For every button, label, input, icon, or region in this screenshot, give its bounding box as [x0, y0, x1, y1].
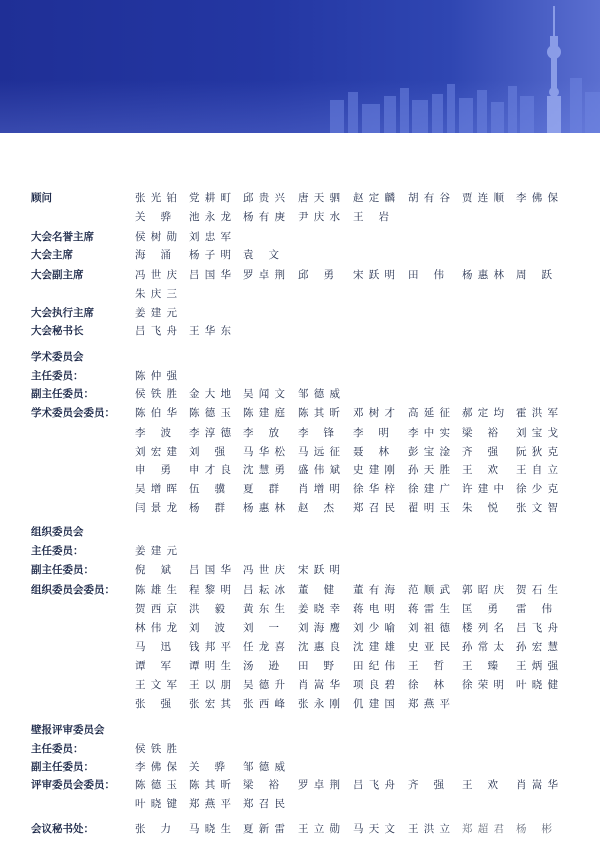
member-name: 郑召民 — [243, 798, 285, 810]
member-name: 贺石生 — [516, 584, 558, 596]
committee-row — [0, 461, 600, 479]
member-name: 关 骅 — [189, 761, 225, 773]
committee-row — [0, 246, 600, 264]
member-name: 王 岩 — [353, 211, 389, 223]
member-name: 申 勇 — [135, 464, 171, 476]
member-name: 齐 强 — [408, 779, 444, 791]
member-name: 许建中 — [462, 483, 504, 495]
committee-row — [0, 820, 600, 838]
member-name: 申才良 — [189, 464, 231, 476]
member-name: 胡有谷 — [408, 192, 450, 204]
member-name: 董 健 — [298, 584, 334, 596]
member-name: 吕飞舟 — [353, 779, 395, 791]
committee-row — [0, 443, 600, 461]
committee-row — [0, 322, 600, 340]
member-name: 范顺武 — [408, 584, 450, 596]
committee-row — [0, 600, 600, 618]
member-name: 冯世庆 — [243, 564, 285, 576]
member-name: 孙天胜 — [408, 464, 450, 476]
member-name: 沈建雄 — [353, 641, 395, 653]
member-name: 黄东生 — [243, 603, 285, 615]
member-name: 郑燕平 — [189, 798, 231, 810]
member-name: 邹德威 — [243, 761, 285, 773]
member-name: 彭宝淦 — [408, 446, 450, 458]
member-name: 陈仲强 — [135, 370, 177, 382]
member-name: 王 欢 — [462, 779, 498, 791]
committee-row — [0, 758, 600, 776]
committee-row — [0, 581, 600, 599]
member-name: 徐华梓 — [353, 483, 395, 495]
member-name: 刘宏建 — [135, 446, 177, 458]
member-name: 姜晓幸 — [298, 603, 340, 615]
member-name: 陈德玉 — [135, 779, 177, 791]
member-name: 刘宝戈 — [516, 427, 558, 439]
member-name: 阮狄克 — [516, 446, 558, 458]
member-name: 蒋雷生 — [408, 603, 450, 615]
member-name: 刘祖德 — [408, 622, 450, 634]
member-name: 陈雄生 — [135, 584, 177, 596]
committee-row — [0, 795, 600, 813]
role-label: 主任委员： — [31, 370, 84, 382]
member-name: 王立勋 — [298, 823, 340, 835]
committee-row — [0, 542, 600, 560]
role-label: 组织委员会委员： — [31, 584, 115, 596]
member-name: 杨惠林 — [243, 502, 285, 514]
member-name: 楼列名 — [462, 622, 504, 634]
member-name: 李 波 — [135, 427, 171, 439]
member-name: 郑召民 — [353, 502, 395, 514]
member-name: 赵定麟 — [353, 192, 395, 204]
member-name: 邱 勇 — [298, 269, 334, 281]
member-name: 翟明玉 — [408, 502, 450, 514]
committee-row — [0, 367, 600, 385]
member-name: 沈惠良 — [298, 641, 340, 653]
member-name: 罗卓荆 — [243, 269, 285, 281]
member-name: 刘忠军 — [189, 231, 231, 243]
member-name: 夏新雷 — [243, 823, 285, 835]
member-name: 沈慧勇 — [243, 464, 285, 476]
committee-row — [0, 189, 600, 207]
member-name: 王文军 — [135, 679, 177, 691]
member-name: 邹德威 — [298, 388, 340, 400]
member-name: 叶晓健 — [516, 679, 558, 691]
member-name: 伍 骥 — [189, 483, 225, 495]
member-name: 贾连顺 — [462, 192, 504, 204]
member-name: 冯世庆 — [135, 269, 177, 281]
role-label: 学术委员会委员： — [31, 407, 115, 419]
member-name: 关 骅 — [135, 211, 171, 223]
member-name: 刘 一 — [243, 622, 279, 634]
role-label: 副主任委员： — [31, 564, 94, 576]
member-name: 闫景龙 — [135, 502, 177, 514]
committee-row — [0, 424, 600, 442]
member-name: 朱 悦 — [462, 502, 498, 514]
member-name: 吕耘冰 — [243, 584, 285, 596]
member-name: 王 臻 — [462, 660, 498, 672]
member-name: 陈其昕 — [189, 779, 231, 791]
member-name: 池永龙 — [189, 211, 231, 223]
member-name: 宋跃明 — [298, 564, 340, 576]
member-name: 唐天驷 — [298, 192, 340, 204]
member-name: 谭明生 — [189, 660, 231, 672]
member-name: 杨 彬 — [516, 823, 552, 835]
role-label: 主任委员： — [31, 743, 84, 755]
role-label: 壁报评审委员会 — [31, 724, 105, 736]
member-name: 吴增晖 — [135, 483, 177, 495]
member-name: 田纪伟 — [353, 660, 395, 672]
member-name: 金大地 — [189, 388, 231, 400]
member-name: 李 明 — [353, 427, 389, 439]
member-name: 李中实 — [408, 427, 450, 439]
role-label: 评审委员会委员： — [31, 779, 115, 791]
member-name: 徐少克 — [516, 483, 558, 495]
member-name: 王自立 — [516, 464, 558, 476]
member-name: 朱庆三 — [135, 288, 177, 300]
member-name: 王炳强 — [516, 660, 558, 672]
role-label: 组织委员会 — [31, 526, 84, 538]
member-name: 侯铁胜 — [135, 743, 177, 755]
member-name: 项良碧 — [353, 679, 395, 691]
committee-row — [0, 404, 600, 422]
member-name: 张 强 — [135, 698, 171, 710]
member-name: 张文智 — [516, 502, 558, 514]
member-name: 梁 裕 — [462, 427, 498, 439]
member-name: 雷 伟 — [516, 603, 552, 615]
member-name: 邓树才 — [353, 407, 395, 419]
member-name: 陈建庭 — [243, 407, 285, 419]
member-name: 徐建广 — [408, 483, 450, 495]
member-name: 邱贵兴 — [243, 192, 285, 204]
committee-row — [0, 561, 600, 579]
member-name: 刘海鹰 — [298, 622, 340, 634]
member-name: 肖增明 — [298, 483, 340, 495]
member-name: 陈其昕 — [298, 407, 340, 419]
role-label: 副主任委员： — [31, 388, 94, 400]
member-name: 史建刚 — [353, 464, 395, 476]
member-name: 肖嵩华 — [516, 779, 558, 791]
member-name: 盛伟斌 — [298, 464, 340, 476]
committee-row — [0, 776, 600, 794]
member-name: 吴闻文 — [243, 388, 285, 400]
member-name: 王洪立 — [408, 823, 450, 835]
committee-row — [0, 385, 600, 403]
member-name: 王 欢 — [462, 464, 498, 476]
member-name: 吕飞舟 — [516, 622, 558, 634]
role-label: 顾问 — [31, 192, 52, 204]
role-label: 大会执行主席 — [31, 307, 94, 319]
member-name: 周 跃 — [516, 269, 552, 281]
member-name: 谭 军 — [135, 660, 171, 672]
member-name: 梁 裕 — [243, 779, 279, 791]
member-name: 聂 林 — [353, 446, 389, 458]
member-name: 徐 林 — [408, 679, 444, 691]
committee-row — [0, 638, 600, 656]
member-name: 孙常太 — [462, 641, 504, 653]
member-name: 郑燕平 — [408, 698, 450, 710]
member-name: 袁 文 — [243, 249, 279, 261]
member-name: 田 伟 — [408, 269, 444, 281]
member-name: 程黎明 — [189, 584, 231, 596]
committee-row — [0, 619, 600, 637]
member-name: 郝定均 — [462, 407, 504, 419]
committee-row — [0, 304, 600, 322]
member-name: 赵 杰 — [298, 502, 334, 514]
committee-row — [0, 499, 600, 517]
member-name: 王华东 — [189, 325, 231, 337]
member-name: 张 力 — [135, 823, 171, 835]
member-name: 张光铂 — [135, 192, 177, 204]
member-name: 田 野 — [298, 660, 334, 672]
member-name: 孙宏慧 — [516, 641, 558, 653]
member-name: 徐荣明 — [462, 679, 504, 691]
member-name: 杨子明 — [189, 249, 231, 261]
member-name: 霍洪军 — [516, 407, 558, 419]
member-name: 马远征 — [298, 446, 340, 458]
member-name: 陈伯华 — [135, 407, 177, 419]
member-name: 侯树勋 — [135, 231, 177, 243]
member-name: 吴德升 — [243, 679, 285, 691]
member-name: 肖嵩华 — [298, 679, 340, 691]
member-name: 张宏其 — [189, 698, 231, 710]
member-name: 高延征 — [408, 407, 450, 419]
committee-row — [0, 695, 600, 713]
member-name: 尹庆水 — [298, 211, 340, 223]
member-name: 陈德玉 — [189, 407, 231, 419]
committee-row — [0, 208, 600, 226]
member-name: 马 迅 — [135, 641, 171, 653]
member-name: 汤 逊 — [243, 660, 279, 672]
member-name: 李佛保 — [135, 761, 177, 773]
member-name: 董有海 — [353, 584, 395, 596]
member-name: 张西峰 — [243, 698, 285, 710]
member-name: 马天文 — [353, 823, 395, 835]
role-label: 大会名誉主席 — [31, 231, 94, 243]
member-name: 刘 强 — [189, 446, 225, 458]
committee-row — [0, 348, 600, 366]
member-name: 仉建国 — [353, 698, 395, 710]
member-name: 任龙喜 — [243, 641, 285, 653]
member-name: 贺西京 — [135, 603, 177, 615]
committee-row — [0, 740, 600, 758]
member-name: 蒋电明 — [353, 603, 395, 615]
committee-row — [0, 228, 600, 246]
role-label: 学术委员会 — [31, 351, 84, 363]
member-name: 林伟龙 — [135, 622, 177, 634]
member-name: 李 放 — [243, 427, 279, 439]
member-name: 杨有庚 — [243, 211, 285, 223]
member-name: 王以朋 — [189, 679, 231, 691]
member-name: 姜建元 — [135, 307, 177, 319]
member-name: 张永刚 — [298, 698, 340, 710]
member-name: 匡 勇 — [462, 603, 498, 615]
member-name: 海 涌 — [135, 249, 171, 261]
member-name: 党耕町 — [189, 192, 231, 204]
role-label: 会议秘书处： — [31, 823, 94, 835]
member-name: 叶晓键 — [135, 798, 177, 810]
member-name: 杨 群 — [189, 502, 225, 514]
member-name: 宋跃明 — [353, 269, 395, 281]
member-name: 李淳德 — [189, 427, 231, 439]
member-name: 夏 群 — [243, 483, 279, 495]
member-name: 史亚民 — [408, 641, 450, 653]
member-name: 马华松 — [243, 446, 285, 458]
role-label: 大会主席 — [31, 249, 73, 261]
member-name: 侯铁胜 — [135, 388, 177, 400]
committee-row — [0, 657, 600, 675]
member-name: 李佛保 — [516, 192, 558, 204]
member-name: 杨惠林 — [462, 269, 504, 281]
committee-row — [0, 266, 600, 284]
member-name: 刘 波 — [189, 622, 225, 634]
member-name: 郭昭庆 — [462, 584, 504, 596]
member-name: 倪 斌 — [135, 564, 171, 576]
member-name: 齐 强 — [462, 446, 498, 458]
member-name: 吕国华 — [189, 269, 231, 281]
role-label: 大会秘书长 — [31, 325, 84, 337]
member-name: 马晓生 — [189, 823, 231, 835]
member-name: 洪 毅 — [189, 603, 225, 615]
member-name: 李 锋 — [298, 427, 334, 439]
member-name: 姜建元 — [135, 545, 177, 557]
role-label: 副主任委员： — [31, 761, 94, 773]
committee-row — [0, 721, 600, 739]
committee-row — [0, 285, 600, 303]
committee-row — [0, 523, 600, 541]
committee-row — [0, 676, 600, 694]
member-name: 吕飞舟 — [135, 325, 177, 337]
member-name: 吕国华 — [189, 564, 231, 576]
role-label: 大会副主席 — [31, 269, 84, 281]
member-name: 刘少喻 — [353, 622, 395, 634]
member-name: 王 哲 — [408, 660, 444, 672]
member-name: 罗卓荆 — [298, 779, 340, 791]
committee-row — [0, 480, 600, 498]
member-name: 郑超君 — [462, 823, 504, 835]
member-name: 钱邦平 — [189, 641, 231, 653]
role-label: 主任委员： — [31, 545, 84, 557]
